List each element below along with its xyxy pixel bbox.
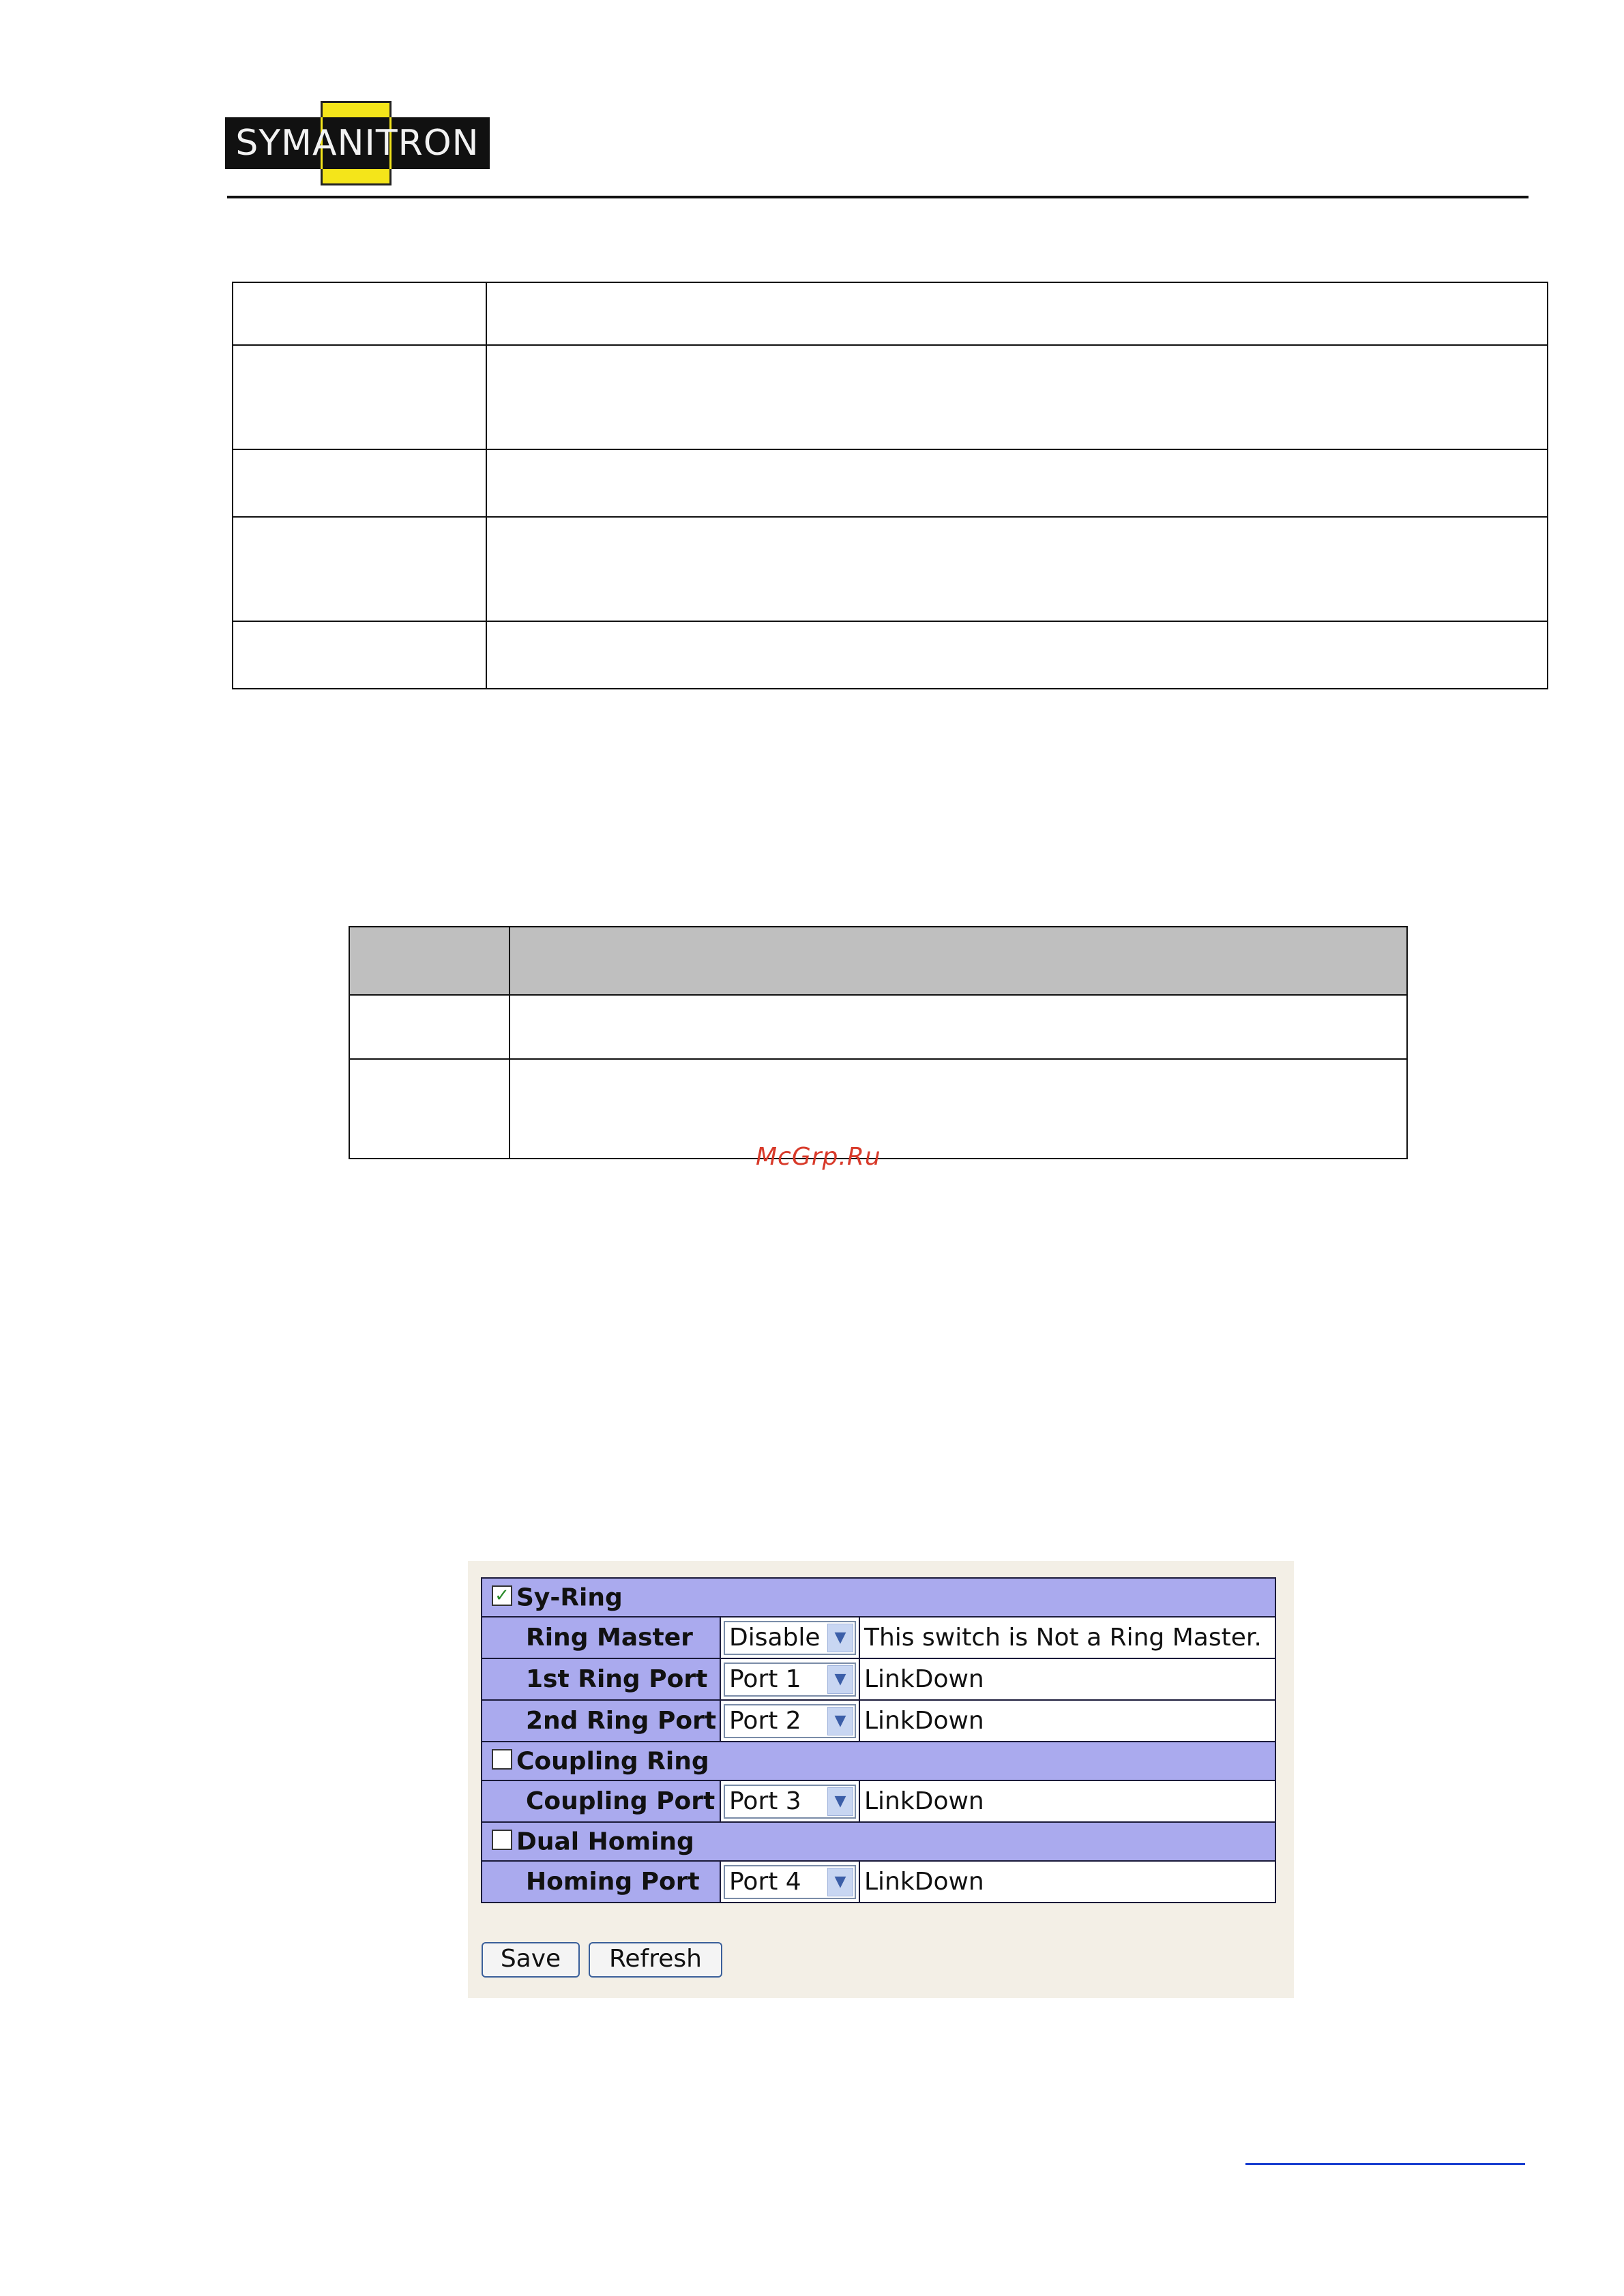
save-button[interactable]: Save: [482, 1942, 580, 1978]
first-ring-port-row: [482, 1658, 1275, 1700]
sy-ring-config-panel: [468, 1561, 1294, 1998]
dual-homing-label: Dual Homing: [516, 1828, 694, 1856]
first-ring-port-label: 1st Ring Port: [482, 1658, 720, 1700]
section-row-sy-ring: [482, 1578, 1275, 1617]
homing-port-value: Port 4: [729, 1867, 801, 1896]
first-ring-port-value: Port 1: [729, 1665, 801, 1693]
second-ring-port-select[interactable]: [724, 1704, 856, 1738]
table-cell: [510, 1059, 1407, 1159]
second-ring-port-value: Port 2: [729, 1706, 801, 1735]
table-cell: [233, 345, 486, 449]
ring-master-row: [482, 1617, 1275, 1658]
homing-port-select-cell: [720, 1861, 859, 1903]
first-ring-port-select[interactable]: [724, 1663, 856, 1697]
homing-port-row: [482, 1861, 1275, 1903]
homing-port-label: Homing Port: [482, 1861, 720, 1903]
table-row: [233, 517, 1548, 621]
sy-ring-label: Sy-Ring: [516, 1583, 623, 1612]
section-row-dual-homing: [482, 1822, 1275, 1861]
table-header-row: [349, 927, 1407, 995]
logo-text: SYMANITRON: [235, 123, 479, 164]
table-row: [233, 345, 1548, 449]
description-table-1: [232, 282, 1548, 689]
table-cell: [510, 995, 1407, 1059]
first-ring-port-status: LinkDown: [859, 1658, 1275, 1700]
coupling-port-select[interactable]: [724, 1785, 856, 1819]
dual-homing-checkbox[interactable]: [492, 1830, 512, 1850]
second-ring-port-select-cell: [720, 1700, 859, 1742]
table-cell: [233, 621, 486, 689]
table-cell: [486, 345, 1548, 449]
coupling-ring-checkbox[interactable]: [492, 1749, 512, 1770]
table-cell: [349, 1059, 510, 1159]
coupling-port-select-cell: [720, 1780, 859, 1822]
watermark: McGrp.Ru: [756, 1143, 881, 1171]
ring-master-select-cell: [720, 1617, 859, 1658]
section-cell: [482, 1822, 1275, 1861]
chevron-down-icon[interactable]: ▼: [827, 1665, 853, 1694]
coupling-port-row: [482, 1780, 1275, 1822]
ring-master-label: Ring Master: [482, 1617, 720, 1658]
table-cell: [486, 282, 1548, 345]
second-ring-port-label: 2nd Ring Port: [482, 1700, 720, 1742]
table-cell: [349, 927, 510, 995]
table-cell: [349, 995, 510, 1059]
table-cell: [486, 621, 1548, 689]
table-cell: [233, 449, 486, 517]
table-row: [233, 621, 1548, 689]
section-row-coupling-ring: [482, 1742, 1275, 1780]
table-row: [349, 995, 1407, 1059]
table-cell: [233, 517, 486, 621]
second-ring-port-status: LinkDown: [859, 1700, 1275, 1742]
description-table-2: [349, 926, 1408, 1159]
second-ring-port-row: [482, 1700, 1275, 1742]
coupling-ring-label: Coupling Ring: [516, 1747, 709, 1776]
coupling-port-status: LinkDown: [859, 1780, 1275, 1822]
coupling-port-value: Port 3: [729, 1787, 801, 1815]
table-cell: [233, 282, 486, 345]
chevron-down-icon[interactable]: ▼: [827, 1624, 853, 1652]
chevron-down-icon[interactable]: ▼: [827, 1787, 853, 1816]
homing-port-select[interactable]: [724, 1865, 856, 1899]
ring-master-status: This switch is Not a Ring Master.: [859, 1617, 1275, 1658]
ring-master-select[interactable]: [724, 1621, 856, 1655]
sy-ring-config-table: [481, 1577, 1276, 1903]
first-ring-port-select-cell: [720, 1658, 859, 1700]
table-row: [233, 282, 1548, 345]
table-cell: [486, 517, 1548, 621]
table-cell: [486, 449, 1548, 517]
refresh-button[interactable]: Refresh: [589, 1942, 722, 1978]
coupling-port-label: Coupling Port: [482, 1780, 720, 1822]
chevron-down-icon[interactable]: ▼: [827, 1868, 853, 1896]
section-cell: [482, 1578, 1275, 1617]
footer-link-underline[interactable]: [1245, 2163, 1525, 2165]
ring-master-value: Disable: [729, 1623, 821, 1652]
company-logo: [225, 101, 490, 185]
homing-port-status: LinkDown: [859, 1861, 1275, 1903]
header-divider: [227, 196, 1529, 198]
table-row: [233, 449, 1548, 517]
table-cell: [510, 927, 1407, 995]
chevron-down-icon[interactable]: ▼: [827, 1707, 853, 1735]
section-cell: [482, 1742, 1275, 1780]
sy-ring-checkbox[interactable]: ✓: [492, 1585, 512, 1606]
